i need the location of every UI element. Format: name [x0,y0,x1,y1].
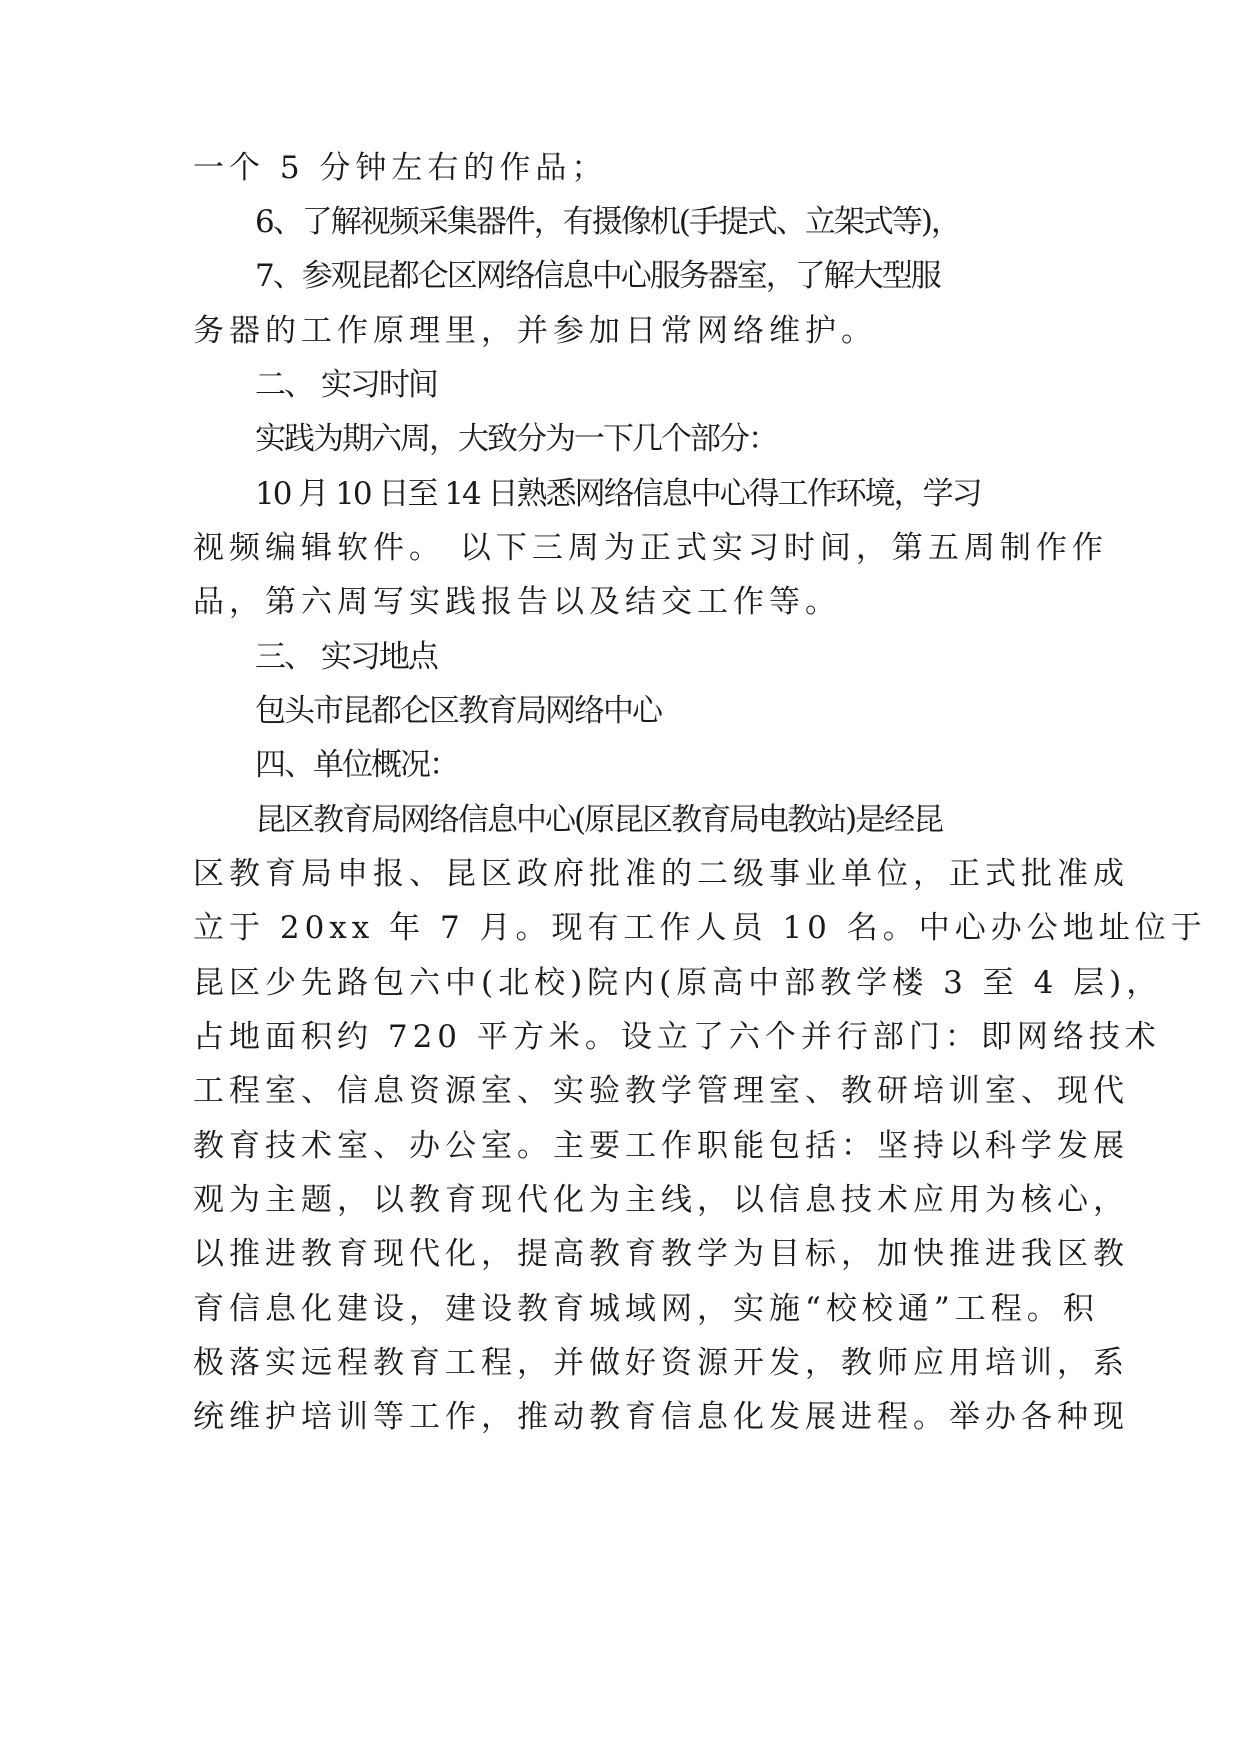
text-line: 区教育局申报、昆区政府批准的二级事业单位，正式批准成 [193,856,1129,892]
text-line: 10 月 10 日至 14 日熟悉网络信息中心得工作环境，学习 [255,476,981,512]
text-line: 观为主题，以教育现代化为主线，以信息技术应用为核心， [193,1182,1129,1218]
section-heading: 四、单位概况： [255,747,458,783]
text-line: 视频编辑软件。 以下三周为正式实习时间，第五周制作作 [193,530,1108,566]
text-line: 教育技术室、办公室。主要工作职能包括：坚持以科学发展 [193,1128,1129,1164]
text-line: 昆区教育局网络信息中心(原昆区教育局电教站)是经昆 [255,802,943,838]
text-line: 6、了解视频采集器件，有摄像机(手提式、立架式等)， [255,204,960,240]
text-line: 昆区少先路包六中(北校)院内(原高中部教学楼 3 至 4 层)， [193,965,1163,1001]
section-heading: 二、 实习时间 [255,367,437,403]
text-line: 实践为期六周，大致分为一下几个部分： [255,421,777,457]
text-line: 包头市昆都仑区教育局网络中心 [255,693,661,729]
text-line: 工程室、信息资源室、实验教学管理室、教研培训室、现代 [193,1073,1129,1109]
text-line: 品，第六周写实践报告以及结交工作等。 [193,584,841,620]
text-line: 7、参观昆都仑区网络信息中心服务器室，了解大型服 [255,258,940,294]
section-heading: 三、 实习地点 [255,639,437,675]
text-line: 立于 20xx 年 7 月。现有工作人员 10 名。中心办公地址位于 [193,910,1207,946]
text-line: 占地面积约 720 平方米。设立了六个并行部门：即网络技术 [193,1019,1161,1055]
text-line: 育信息化建设，建设教育城域网，实施“校校通”工程。积 [193,1291,1099,1327]
text-line: 统维护培训等工作，推动教育信息化发展进程。举办各种现 [193,1399,1129,1435]
text-line: 务器的工作原理里，并参加日常网络维护。 [193,313,877,349]
text-line: 以推进教育现代化，提高教育教学为目标，加快推进我区教 [193,1236,1129,1272]
text-line: 极落实远程教育工程，并做好资源开发，教师应用培训，系 [193,1345,1129,1381]
text-line: 一个 5 分钟左右的作品； [193,150,608,186]
